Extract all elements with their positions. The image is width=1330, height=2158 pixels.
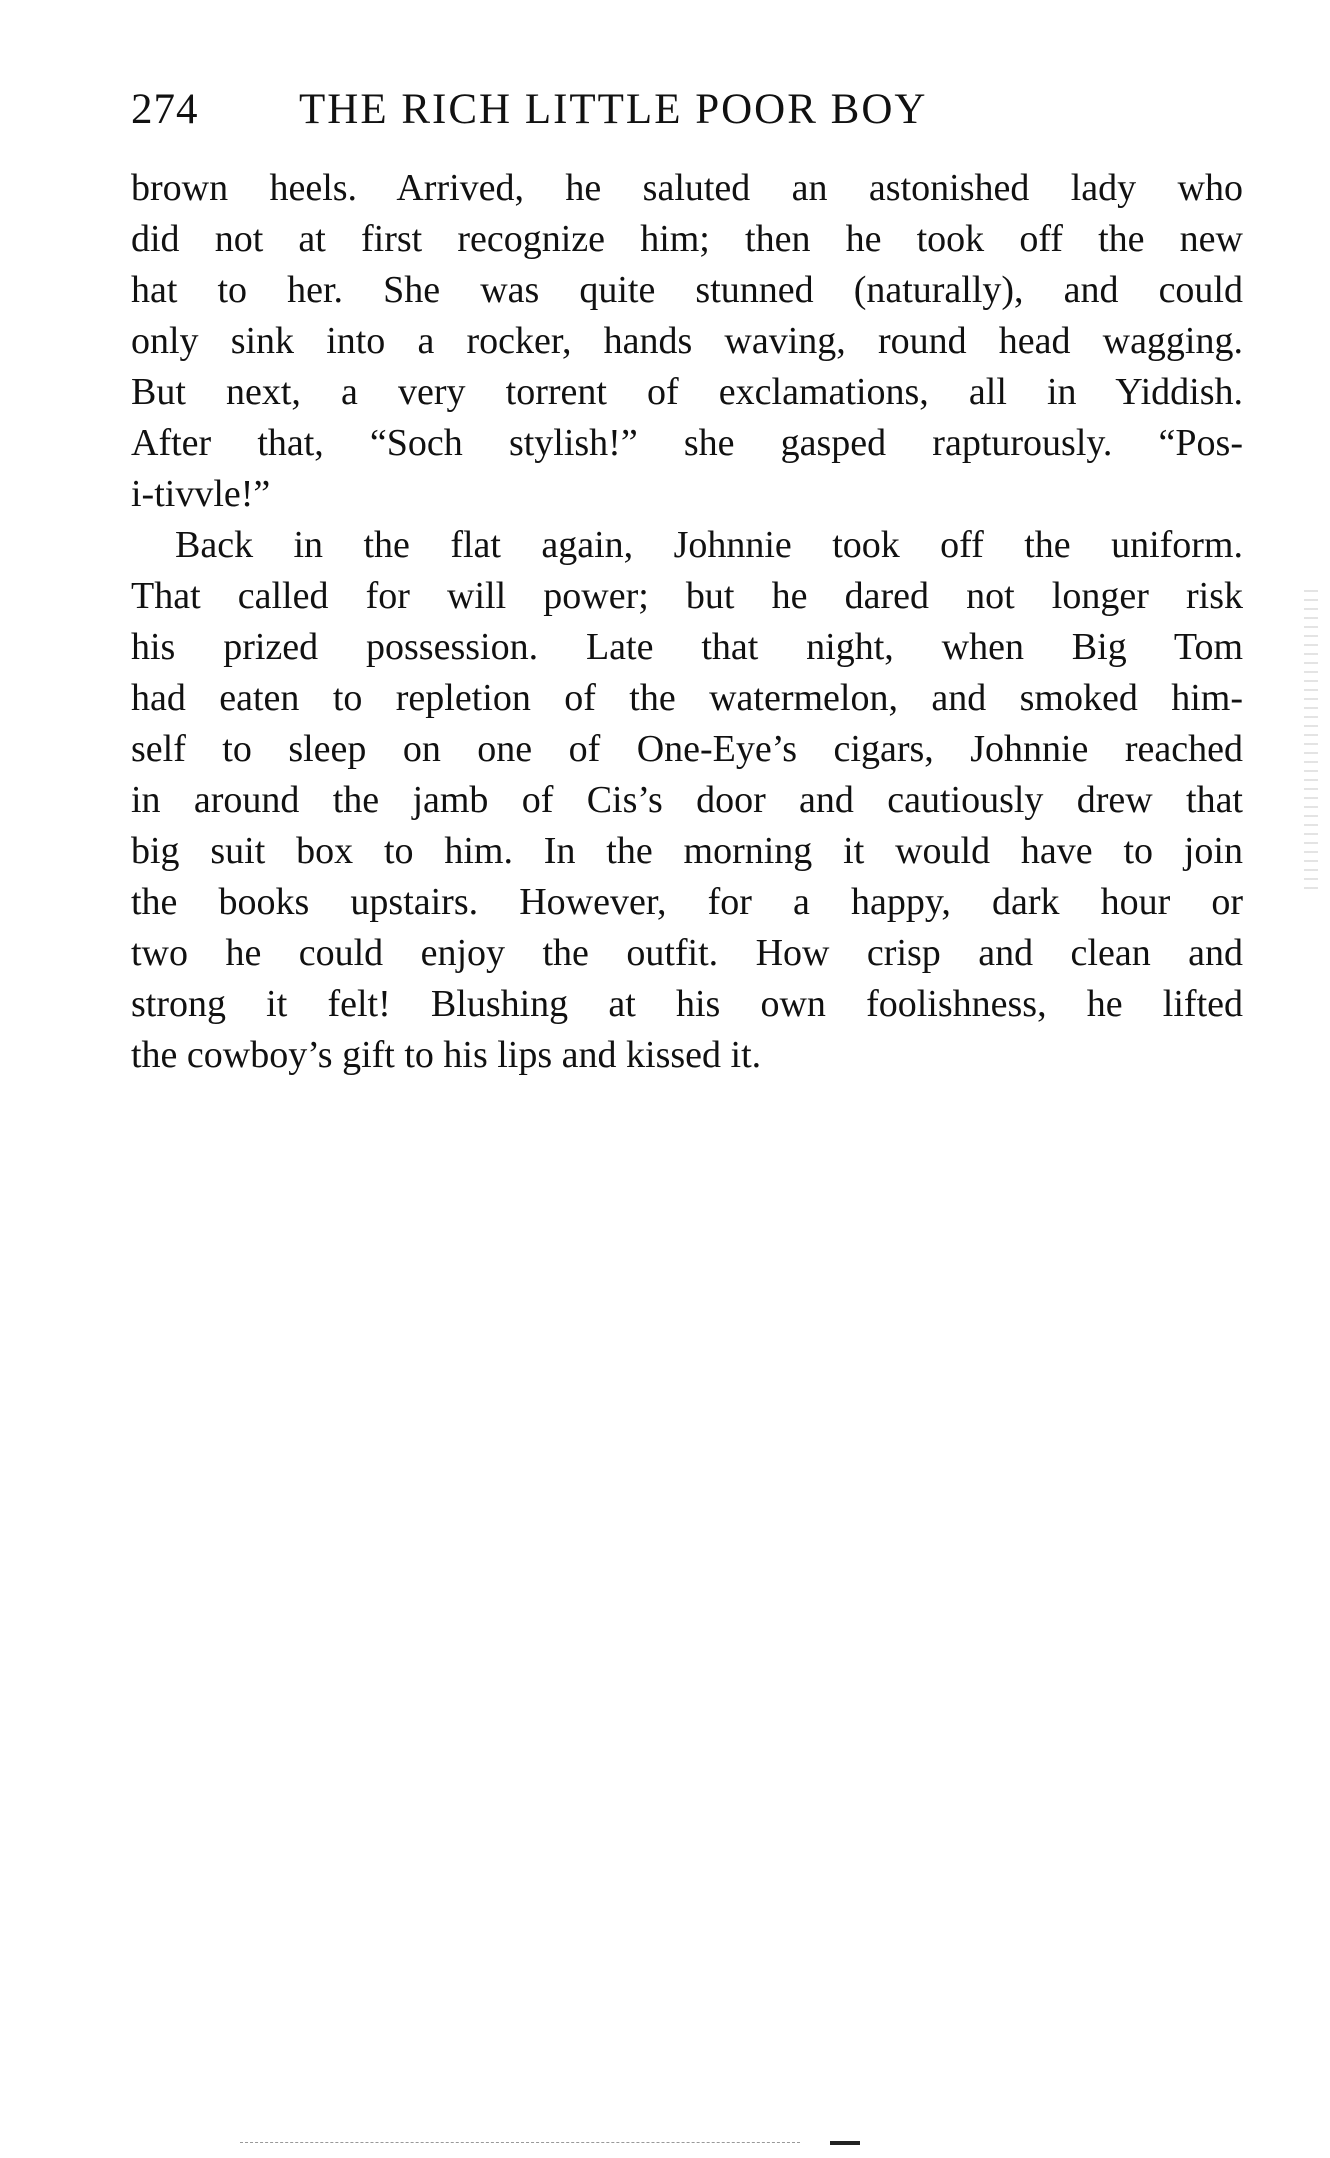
scan-edge-rule <box>240 2142 800 2143</box>
text-line: Back in the flat again, Johnnie took off the uniform. <box>175 524 1243 566</box>
book-title: THE RICH LITTLE POOR BOY <box>299 86 928 133</box>
text-line: did not at first recognize him; then he took off the new <box>131 218 1243 260</box>
body-text <box>131 163 1243 1081</box>
text-line: hat to her. She was quite stunned (naturally), and could <box>131 269 1243 311</box>
text-line: big suit box to him. In the morning it would have to join <box>131 830 1243 872</box>
paragraph-2 <box>131 520 1243 1081</box>
text-line: only sink into a rocker, hands waving, round head wagging. <box>131 320 1243 362</box>
scan-edge-mark <box>830 2141 860 2145</box>
text-line: the books upstairs. However, for a happy, dark hour or <box>131 881 1243 923</box>
text-line: brown heels. Arrived, he saluted an astonished lady who <box>131 167 1243 209</box>
text-line: in around the jamb of Cis’s door and cautiously drew that <box>131 779 1243 821</box>
text-line: After that, “Soch stylish!” she gasped rapturously. “Pos- <box>131 422 1243 464</box>
text-line: strong it felt! Blushing at his own foolishness, he lifted <box>131 983 1243 1025</box>
running-head <box>131 80 1251 140</box>
text-line: But next, a very torrent of exclamations, all in Yiddish. <box>131 371 1243 413</box>
text-line: two he could enjoy the outfit. How crisp and clean and <box>131 932 1243 974</box>
text-line: i-tivvle!” <box>131 473 271 515</box>
text-line: had eaten to repletion of the watermelon, and smoked him- <box>131 677 1243 719</box>
scan-specks <box>1304 590 1318 890</box>
text-line: his prized possession. Late that night, when Big Tom <box>131 626 1243 668</box>
page-number: 274 <box>131 86 199 133</box>
text-line: self to sleep on one of One-Eye’s cigars, Johnnie reached <box>131 728 1243 770</box>
paragraph-1 <box>131 163 1243 520</box>
text-line: That called for will power; but he dared not longer risk <box>131 575 1243 617</box>
text-line: the cowboy’s gift to his lips and kissed it. <box>131 1034 762 1076</box>
